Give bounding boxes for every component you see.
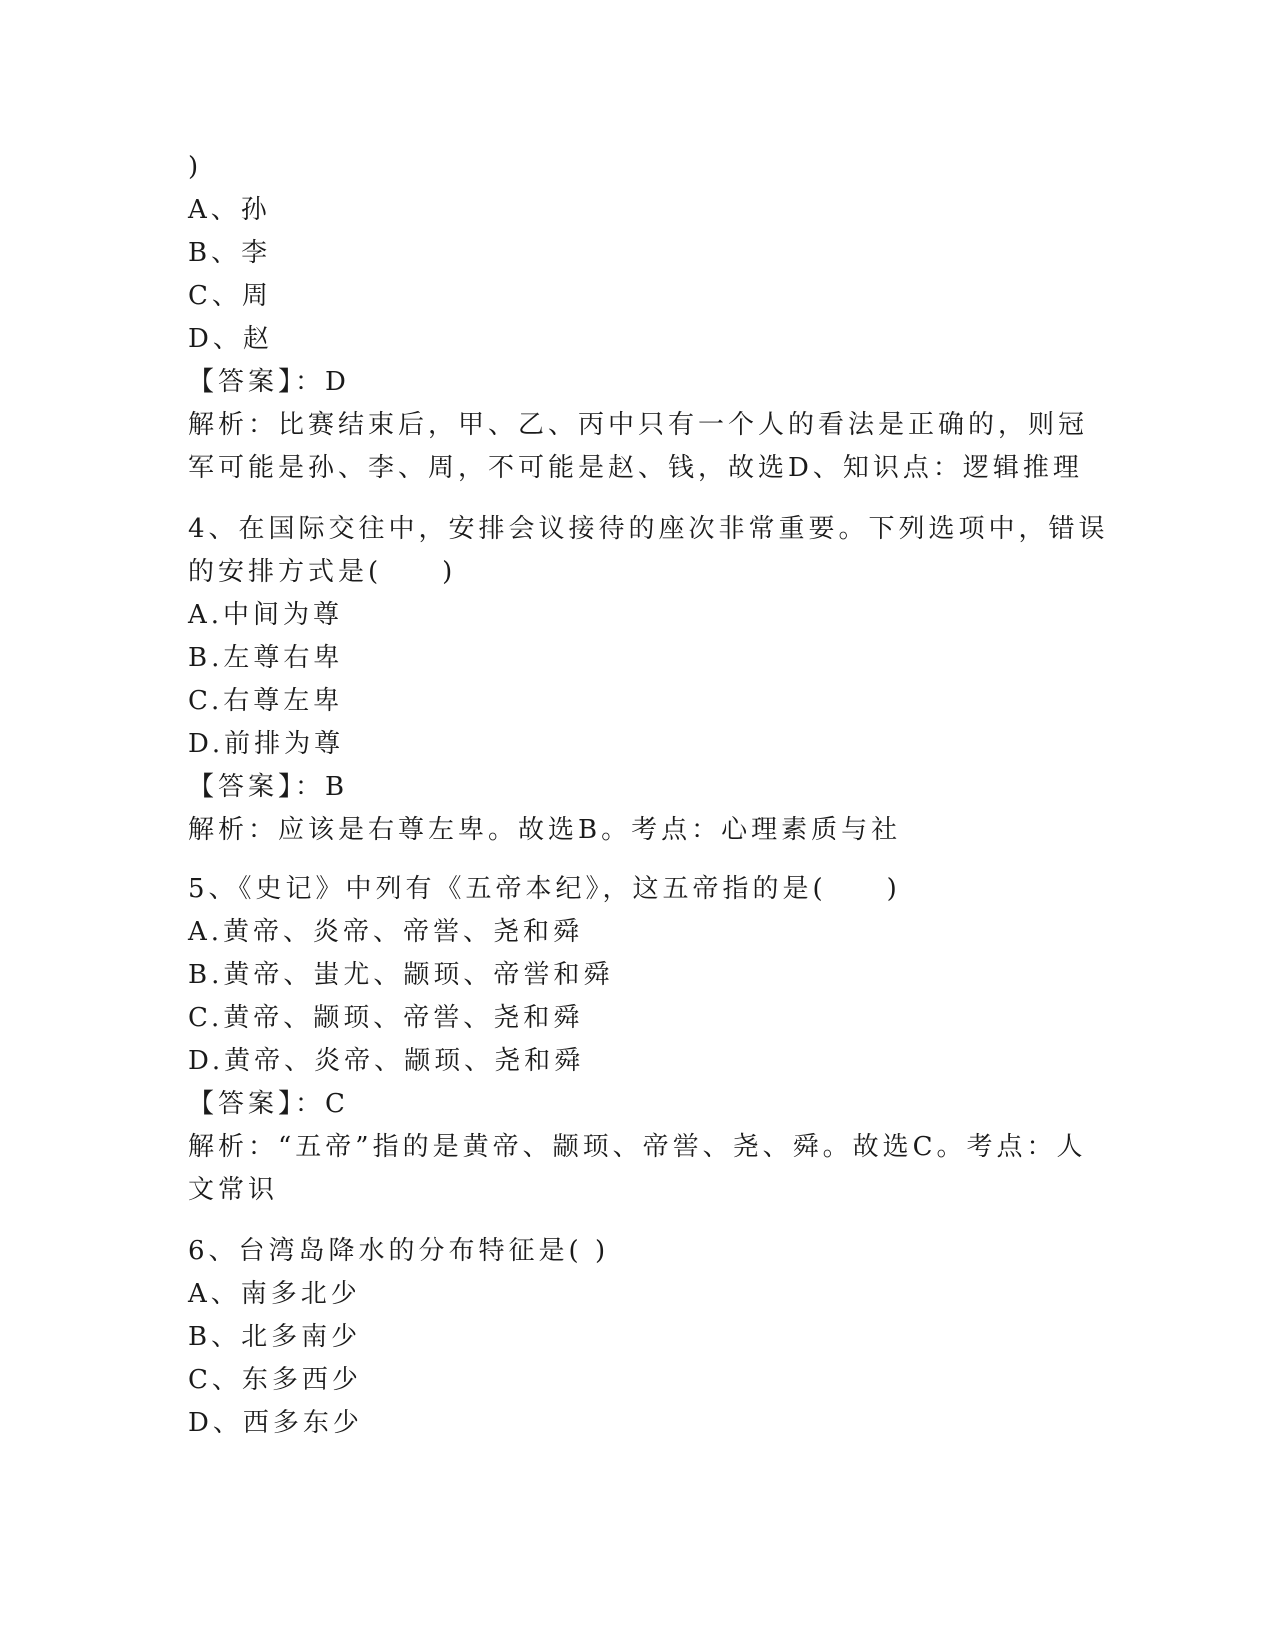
option-a: A.中间为尊 [188,600,344,630]
option-b: B、李 [188,238,272,268]
option-a: A、南多北少 [188,1279,361,1309]
option-a: A、孙 [188,195,271,225]
question-stem: 的安排方式是( ) [188,557,457,587]
spacer [188,490,1088,508]
answer-line: 【答案】：B [188,772,349,802]
option-b: B.黄帝、蚩尤、颛顼、帝喾和舜 [188,960,614,990]
question-6 [188,1230,1088,1445]
question-stem: 6、台湾岛降水的分布特征是( ) [188,1236,610,1266]
option-d: D.黄帝、炎帝、颛顼、尧和舜 [188,1046,585,1076]
option-d: D、赵 [188,324,273,354]
question-3 [188,146,1088,490]
option-c: C、周 [188,281,272,311]
question-5 [188,868,1088,1212]
question-stem-tail: ) [188,152,203,182]
spacer [188,852,1088,868]
option-b: B、北多南少 [188,1322,362,1352]
question-stem: 4、在国际交往中，安排会议接待的座次非常重要。下列选项中，错误 [188,514,1109,544]
option-d: D、西多东少 [188,1408,363,1438]
answer-line: 【答案】：C [188,1089,349,1119]
option-a: A.黄帝、炎帝、帝喾、尧和舜 [188,917,584,947]
option-b: B.左尊右卑 [188,643,344,673]
option-c: C.黄帝、颛顼、帝喾、尧和舜 [188,1003,584,1033]
question-stem: 5、《史记》中列有《五帝本纪》，这五帝指的是( ) [188,874,901,904]
option-c: C、东多西少 [188,1365,362,1395]
analysis-line: 文常识 [188,1175,279,1205]
analysis-line: 解析：应该是右尊左卑。故选B。考点：心理素质与社 [188,815,902,845]
analysis-line: 军可能是孙、李、周，不可能是赵、钱，故选D、知识点：逻辑推理 [188,453,1083,483]
analysis-line: 解析：比赛结束后，甲、乙、丙中只有一个人的看法是正确的，则冠 [188,410,1089,440]
answer-line: 【答案】：D [188,367,350,397]
spacer [188,1212,1088,1230]
option-c: C.右尊左卑 [188,686,344,716]
analysis-line: 解析：“五帝”指的是黄帝、颛顼、帝喾、尧、舜。故选C。考点：人 [188,1132,1087,1162]
question-4 [188,508,1109,852]
document-content [188,146,1109,1445]
option-d: D.前排为尊 [188,729,345,759]
